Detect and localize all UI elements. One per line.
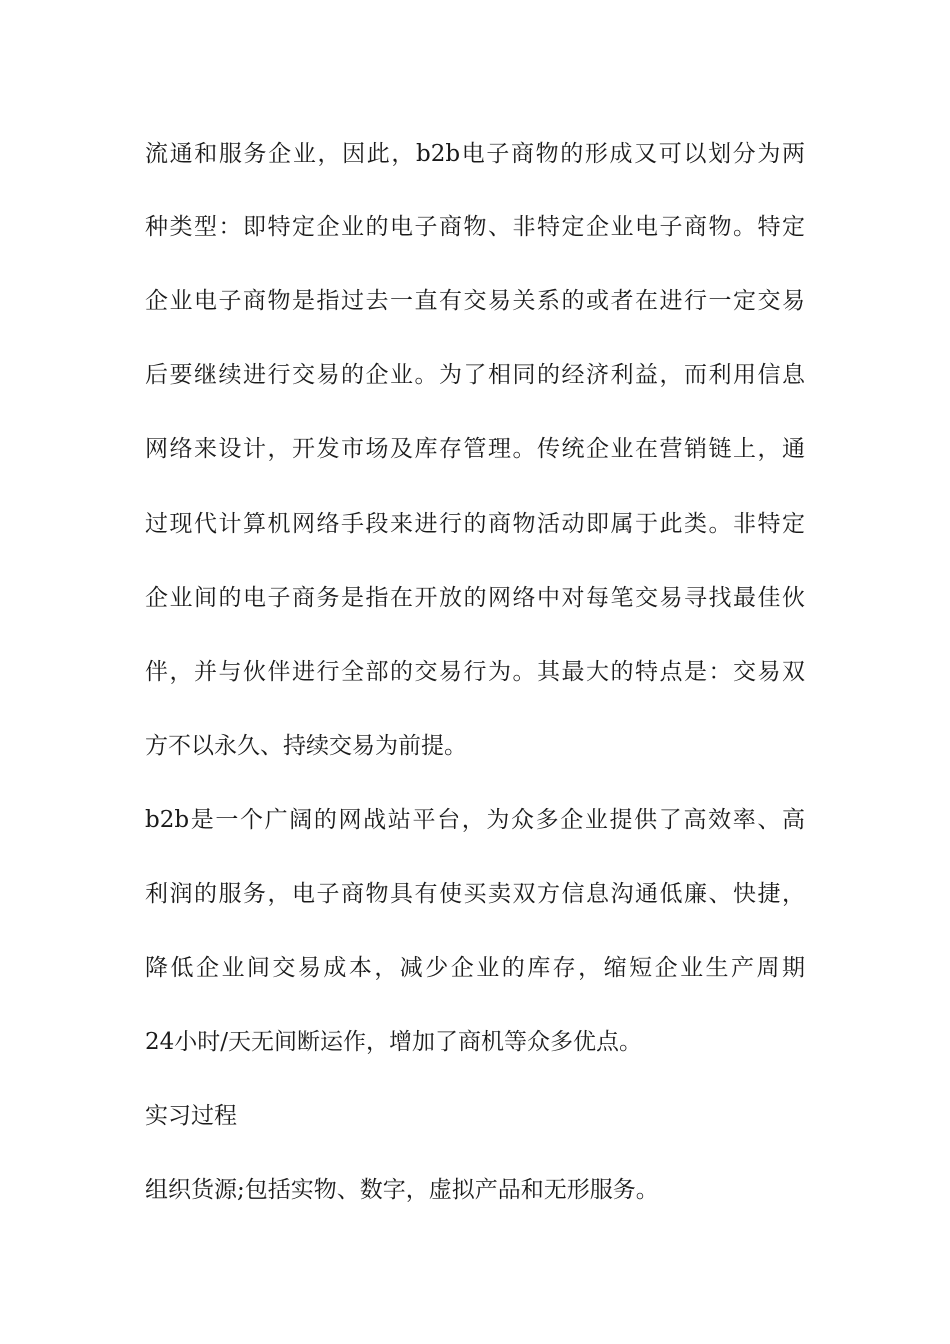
paragraph-line-8: 伴，并与伙伴进行全部的交易行为。其最大的特点是：交易双 bbox=[145, 659, 805, 685]
paragraph-line-15: 组织货源;包括实物、数字，虚拟产品和无形服务。 bbox=[145, 1177, 659, 1203]
paragraph-line-7: 企业间的电子商务是指在开放的网络中对每笔交易寻找最佳伙 bbox=[145, 585, 805, 611]
paragraph-line-5: 网络来设计，开发市场及库存管理。传统企业在营销链上，通 bbox=[145, 436, 805, 462]
paragraph-line-1: 流通和服务企业，因此，b2b电子商物的形成又可以划分为两 bbox=[145, 141, 805, 167]
paragraph-line-12: 降低企业间交易成本，减少企业的库存，缩短企业生产周期 bbox=[145, 955, 805, 981]
paragraph-line-10: b2b是一个广阔的网战站平台，为众多企业提供了高效率、高 bbox=[145, 807, 805, 833]
paragraph-line-13: 24小时/天无间断运作，增加了商机等众多优点。 bbox=[145, 1029, 643, 1055]
paragraph-line-4: 后要继续进行交易的企业。为了相同的经济利益，而利用信息 bbox=[145, 362, 805, 388]
section-heading: 实习过程 bbox=[145, 1103, 237, 1129]
paragraph-line-2: 种类型：即特定企业的电子商物、非特定企业电子商物。特定 bbox=[145, 214, 805, 240]
paragraph-line-9: 方不以永久、持续交易为前提。 bbox=[145, 733, 467, 759]
paragraph-line-3: 企业电子商物是指过去一直有交易关系的或者在进行一定交易 bbox=[145, 288, 805, 314]
paragraph-line-6: 过现代计算机网络手段来进行的商物活动即属于此类。非特定 bbox=[145, 511, 805, 537]
paragraph-line-11: 利润的服务，电子商物具有使买卖双方信息沟通低廉、快捷， bbox=[145, 881, 805, 907]
